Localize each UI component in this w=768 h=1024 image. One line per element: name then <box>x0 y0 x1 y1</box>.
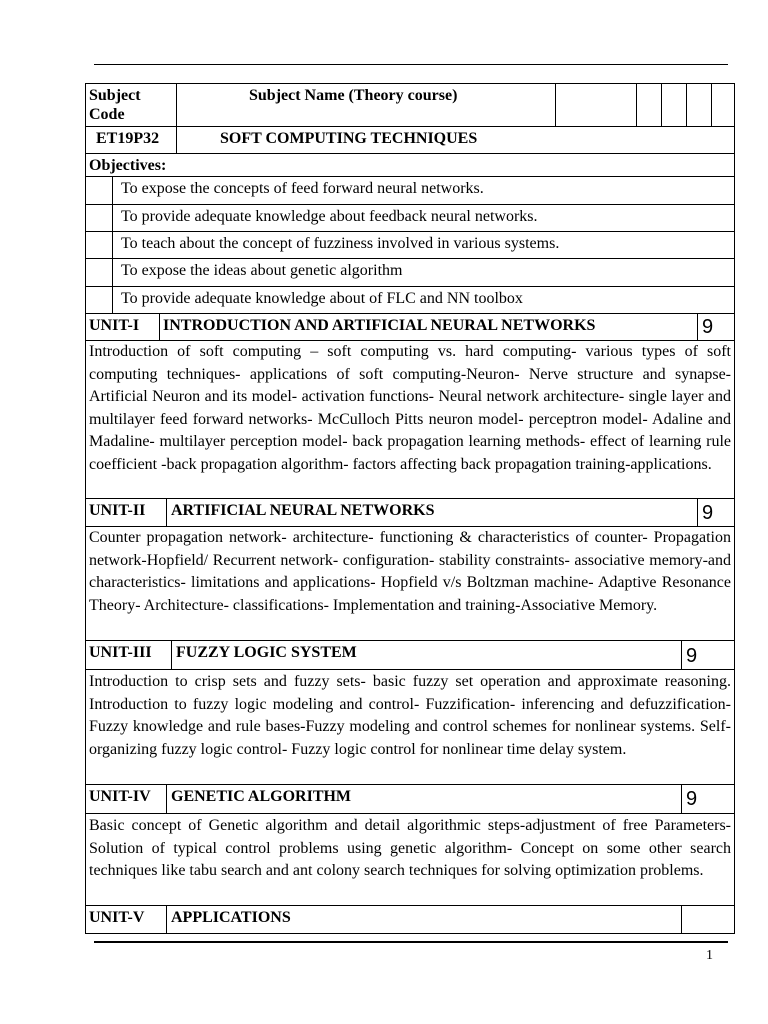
col-divider <box>112 176 113 313</box>
row-divider <box>85 231 735 232</box>
col-divider <box>661 83 662 126</box>
unit-content: Counter propagation network- architecture- functioning & characteristics of counter- Propagation network-Hopfield/ Recurrent network- configuration- stability constraints- associative memory-and characteristics- limitations and applications- Hopfield v/s Boltzman machine- Adaptive Resonance Theory- Architecture- classifications- Implementation and training-Associative Memory. <box>89 529 731 614</box>
objective-item: To expose the ideas about genetic algorithm <box>121 262 403 279</box>
row-divider <box>85 640 735 641</box>
subject-code-label: Subject Code <box>89 87 141 123</box>
unit-title: ARTIFICIAL NEURAL NETWORKS <box>171 502 435 519</box>
row-divider <box>85 204 735 205</box>
objectives-label: Objectives: <box>89 157 167 174</box>
unit-content: Introduction of soft computing – soft computing vs. hard computing- various types of soft computing techniques- applications of soft computing-Neuron- Nerve structure and synapse-Artificial Neuron and its model- activation functions- Neural network architecture- single layer and multilayer feed forward networks- McCulloch Pitts neuron model- perceptron model- Adaline and Madaline- multilayer perception model- back propagation learning methods- effect of learning rule coefficient -back propagation algorithm- factors affecting back propagation training-applications. <box>89 343 731 473</box>
unit-hours: 9 <box>702 502 714 524</box>
unit-hours: 9 <box>686 788 698 810</box>
row-divider <box>85 784 735 785</box>
unit-title: APPLICATIONS <box>171 909 291 926</box>
col-divider <box>176 83 177 153</box>
row-divider <box>85 498 735 499</box>
col-divider <box>636 83 637 126</box>
unit-code: UNIT-V <box>89 909 145 926</box>
unit-hours: 9 <box>686 645 698 667</box>
col-divider <box>686 83 687 126</box>
row-divider <box>85 176 735 177</box>
col-divider <box>166 784 167 813</box>
objective-item: To expose the concepts of feed forward neural networks. <box>121 180 484 197</box>
footer-rule <box>94 941 728 943</box>
row-divider <box>85 313 735 314</box>
header-rule <box>94 64 728 65</box>
unit-title: FUZZY LOGIC SYSTEM <box>176 644 357 661</box>
course-name: SOFT COMPUTING TECHNIQUES <box>220 130 478 147</box>
col-divider <box>166 498 167 526</box>
row-divider <box>85 905 735 906</box>
course-code: ET19P32 <box>96 130 160 147</box>
unit-code: UNIT-II <box>89 502 146 519</box>
col-divider <box>711 83 712 126</box>
unit-hours: 9 <box>702 316 714 338</box>
col-divider <box>166 905 167 934</box>
objective-item: To provide adequate knowledge about feedback neural networks. <box>121 208 538 225</box>
unit-content: Introduction to crisp sets and fuzzy sets- basic fuzzy set operation and approximate reasoning. Introduction to fuzzy logic modeling and control- Fuzzification- inferencing and defuzzification- Fuzzy knowledge and rule bases-Fuzzy modeling and control schemes for nonlinear systems. Self-organizing fuzzy logic control- Fuzzy logic control for nonlinear time delay system. <box>89 673 731 758</box>
row-divider <box>85 669 735 670</box>
objective-item: To teach about the concept of fuzziness involved in various systems. <box>121 235 560 252</box>
unit-title: GENETIC ALGORITHM <box>171 788 352 805</box>
col-divider <box>171 640 172 669</box>
unit-code: UNIT-IV <box>89 788 151 805</box>
col-divider <box>697 313 698 340</box>
col-divider <box>697 498 698 526</box>
unit-title: INTRODUCTION AND ARTIFICIAL NEURAL NETWORKS <box>163 317 596 334</box>
row-divider <box>85 813 735 814</box>
page-number: 1 <box>706 948 713 963</box>
col-divider <box>681 640 682 669</box>
subject-name-label: Subject Name (Theory course) <box>249 87 458 104</box>
objective-item: To provide adequate knowledge about of FLC and NN toolbox <box>121 290 523 307</box>
col-divider <box>681 784 682 813</box>
col-divider <box>681 905 682 934</box>
row-divider <box>85 153 735 154</box>
row-divider <box>85 258 735 259</box>
col-divider <box>159 313 160 340</box>
unit-code: UNIT-I <box>89 317 140 334</box>
row-divider <box>85 286 735 287</box>
col-divider <box>555 83 556 126</box>
row-divider <box>85 126 735 127</box>
unit-content: Basic concept of Genetic algorithm and detail algorithmic steps-adjustment of free Parameters-Solution of typical control problems using genetic algorithm- Concept on some other search techniques like tabu search and ant colony search techniques for solving optimization problems. <box>89 817 731 879</box>
unit-code: UNIT-III <box>89 644 152 661</box>
